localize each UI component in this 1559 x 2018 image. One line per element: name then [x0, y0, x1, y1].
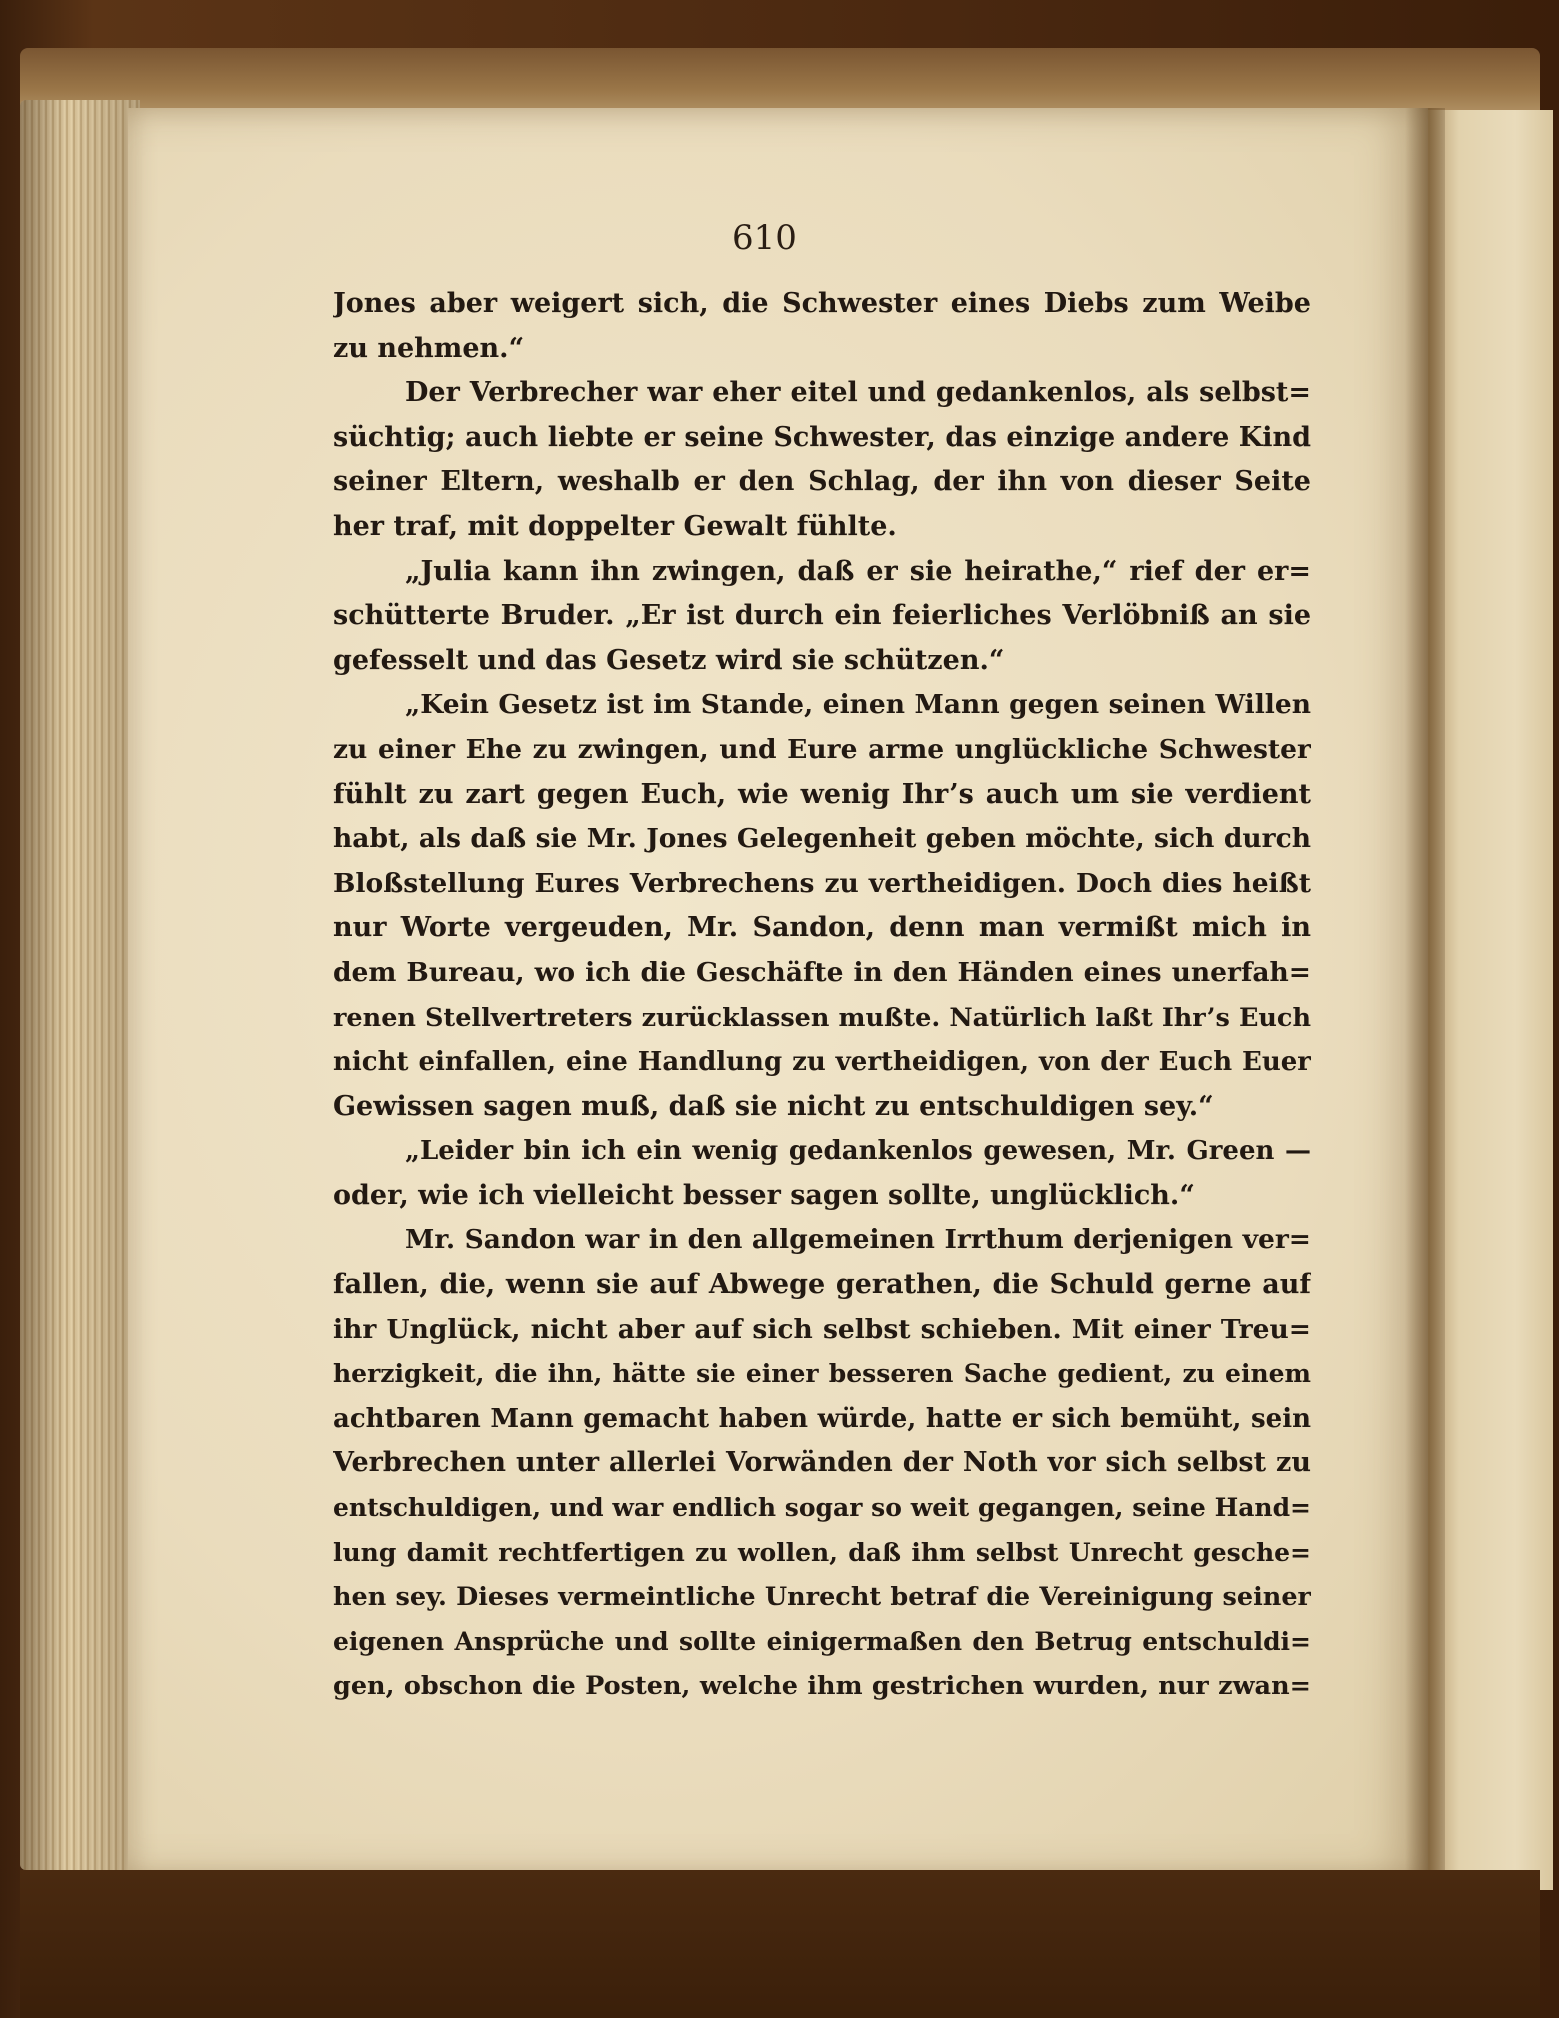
text-line: „Leider bin ich ein wenig gedankenlos gewesen, Mr. Green —	[405, 1136, 1311, 1167]
text-line: „Kein Gesetz ist im Stande, einen Mann gegen seinen Willen	[405, 689, 1311, 721]
text-line: gefesselt und das Gesetz wird sie schützen.“	[333, 644, 1005, 676]
text-line: „Julia kann ihn zwingen, daß er sie heirathe,“ rief der er=	[405, 555, 1311, 587]
text-line: Mr. Sandon war in den allgemeinen Irrthum derjenigen ver=	[405, 1224, 1311, 1256]
text-line: seiner Eltern, weshalb er den Schlag, der ihn von dieser Seite	[333, 466, 1311, 498]
book-bottom-edge	[20, 1870, 1540, 2018]
text-line: eigenen Ansprüche und sollte einigermaßen den Betrug entschuldi=	[333, 1626, 1311, 1656]
text-line: fühlt zu zart gegen Euch, wie wenig Ihr’s auch um sie verdient	[333, 778, 1311, 810]
text-line: fallen, die, wenn sie auf Abwege gerathen, die Schuld gerne auf	[333, 1269, 1311, 1301]
text-line: zu einer Ehe zu zwingen, und Eure arme unglückliche Schwester	[333, 733, 1311, 765]
body-text	[333, 282, 1311, 1709]
text-line: herzigkeit, die ihn, hätte sie einer besseren Sache gedient, zu einem	[333, 1359, 1311, 1389]
text-line: zu nehmen.“	[333, 332, 525, 364]
text-line: Gewissen sagen muß, daß sie nicht zu entschuldigen sey.“	[333, 1090, 1214, 1122]
text-line: her traf, mit doppelter Gewalt fühlte.	[333, 510, 897, 542]
text-line: oder, wie ich vielleicht besser sagen sollte, unglücklich.“	[333, 1179, 1195, 1211]
text-line: hen sey. Dieses vermeintliche Unrecht betraf die Vereinigung seiner	[333, 1582, 1311, 1613]
text-line: Bloßstellung Eures Verbrechens zu vertheidigen. Doch dies heißt	[333, 867, 1311, 899]
text-line: entschuldigen, und war endlich sogar so weit gegangen, seine Hand=	[333, 1493, 1311, 1523]
text-line: habt, als daß sie Mr. Jones Gelegenheit geben möchte, sich durch	[333, 823, 1311, 855]
text-line: Der Verbrecher war eher eitel und gedankenlos, als selbst=	[405, 377, 1311, 409]
text-line: schütterte Bruder. „Er ist durch ein feierliches Verlöbniß an sie	[333, 600, 1311, 632]
text-line: nicht einfallen, eine Handlung zu vertheidigen, von der Euch Euer	[333, 1047, 1311, 1078]
text-line: Verbrechen unter allerlei Vorwänden der Noth vor sich selbst zu	[333, 1447, 1311, 1479]
text-line: lung damit rechtfertigen zu wollen, daß ihm selbst Unrecht gesche=	[333, 1537, 1311, 1567]
text-line: gen, obschon die Posten, welche ihm gestrichen wurden, nur zwan=	[333, 1671, 1311, 1702]
facing-page	[1428, 110, 1553, 1890]
text-line: achtbaren Mann gemacht haben würde, hatte er sich bemüht, sein	[333, 1403, 1311, 1434]
text-line: nur Worte vergeuden, Mr. Sandon, denn man vermißt mich in	[333, 912, 1311, 944]
text-line: dem Bureau, wo ich die Geschäfte in den Händen eines unerfah=	[333, 956, 1311, 988]
text-line: renen Stellvertreters zurücklassen mußte. Natürlich laßt Ihr’s Euch	[333, 1002, 1311, 1033]
page-number: 610	[732, 218, 797, 258]
book-gutter	[1405, 108, 1445, 1888]
text-line: ihr Unglück, nicht aber auf sich selbst schieben. Mit einer Treu=	[333, 1313, 1311, 1345]
text-line: Jones aber weigert sich, die Schwester eines Diebs zum Weibe	[333, 288, 1311, 319]
page-edges-shadow	[20, 100, 140, 1870]
text-line: süchtig; auch liebte er seine Schwester, das einzige andere Kind	[333, 421, 1311, 453]
